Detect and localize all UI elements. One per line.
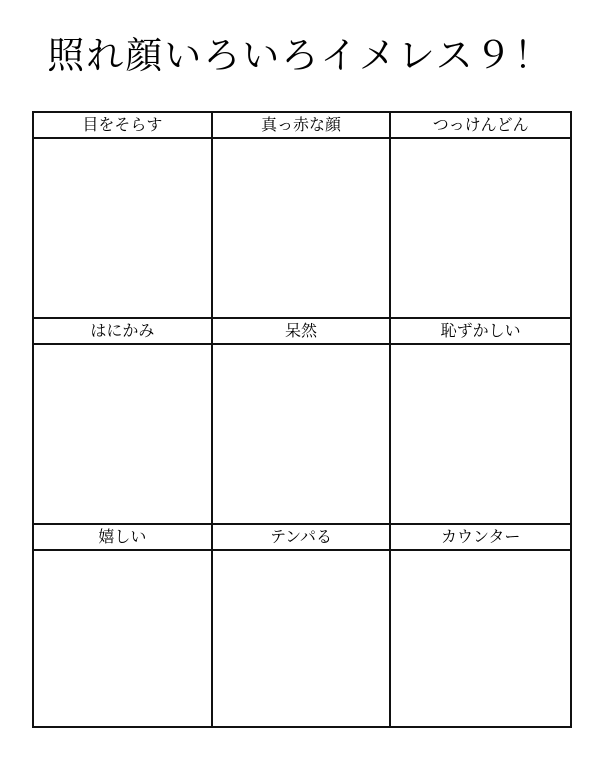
panel-label: つっけんどん [391,113,570,139]
panel-flustered [213,525,392,726]
expression-grid [32,111,572,728]
panel-shy-smile [34,319,213,525]
panel-label: 呆然 [213,319,390,345]
page-title: 照れ顔いろいろイメレス９！ [47,34,553,77]
panel-embarrassed [391,319,570,525]
panel-look-away [34,113,213,319]
panel-happy [34,525,213,726]
drawing-area [391,345,570,523]
panel-label: 目をそらす [34,113,211,139]
panel-bright-red-face [213,113,392,319]
drawing-area [213,345,390,523]
panel-label: カウンター [391,525,570,551]
panel-label: テンパる [213,525,390,551]
panel-dumbfounded [213,319,392,525]
drawing-area [213,139,390,317]
drawing-area [391,139,570,317]
drawing-area [34,139,211,317]
drawing-area [391,551,570,726]
panel-curt [391,113,570,319]
panel-label: 恥ずかしい [391,319,570,345]
panel-label: 嬉しい [34,525,211,551]
panel-counter [391,525,570,726]
panel-label: 真っ赤な顔 [213,113,390,139]
drawing-area [34,551,211,726]
drawing-area [213,551,390,726]
panel-label: はにかみ [34,319,211,345]
drawing-area [34,345,211,523]
